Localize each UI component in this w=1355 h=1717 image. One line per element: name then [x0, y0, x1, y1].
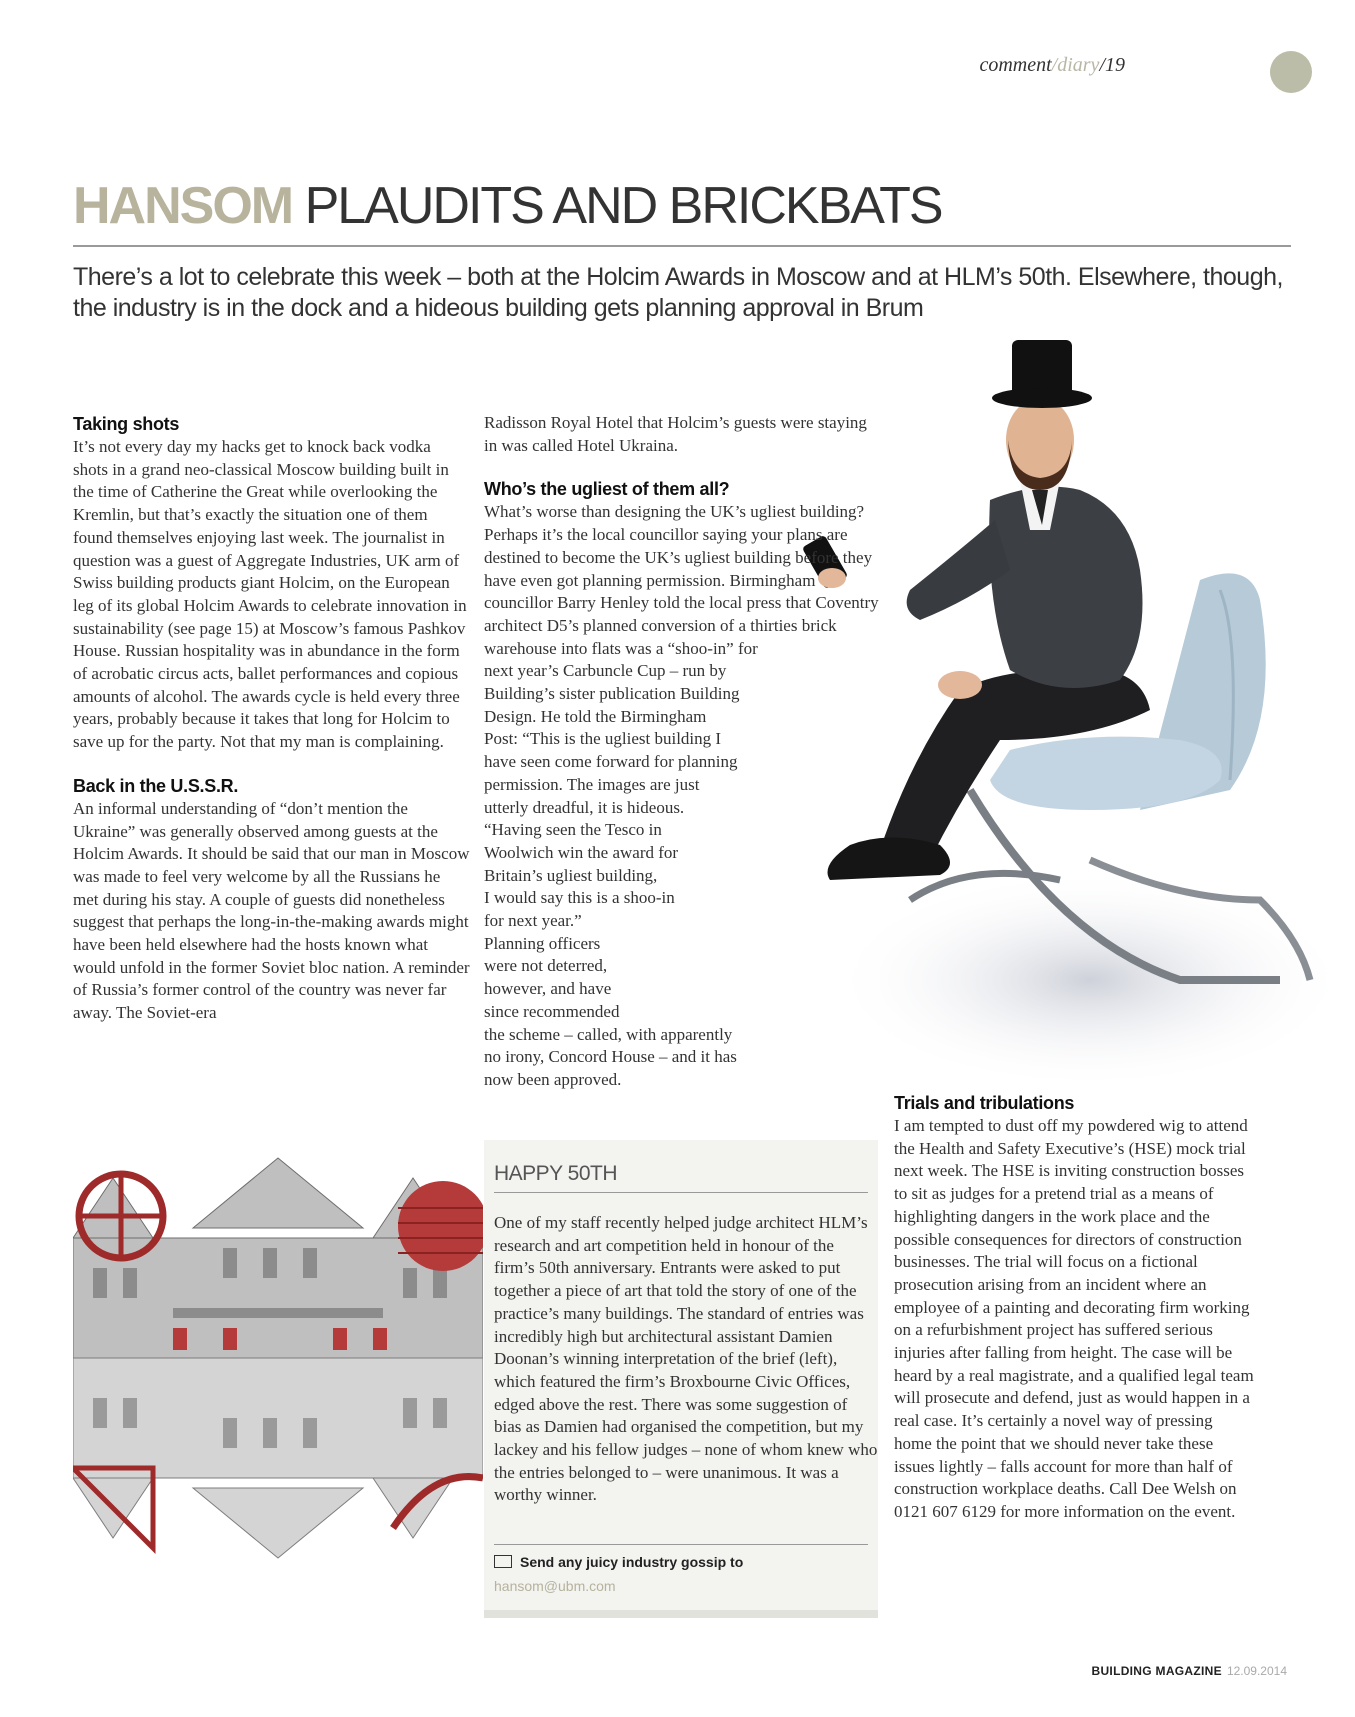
page-title	[73, 176, 942, 236]
page-footer	[1092, 1664, 1288, 1678]
body-paragraph: It’s not every day my hacks get to knock back vodka shots in a grand neo-classical Moscow building built in the time of Catherine the Great while overlooking the Kremlin, but that’s exactly the situation one of them found themselves enjoying last week. The journalist in question was a guest of Aggregate Industries, UK arm of Swiss building products giant Holcim, on the European leg of its global Holcim Awards to celebrate innovation in sustainability (see page 15) at Moscow’s famous Pashkov House. Russian hospitality was in abundance in the form of acrobatic circus acts, ballet performances and copious amounts of alcohol. The awards cycle is held every three years, probably because it takes that long for Holcim to save up for the party. Not that my man is complaining.	[73, 437, 467, 752]
issue-date: 12.09.2014	[1226, 1664, 1287, 1678]
section-heading: Trials and tribulations	[894, 1093, 1075, 1113]
standfirst: There’s a lot to celebrate this week – both at the Holcim Awards in Moscow and at HLM’s 50th. Elsewhere, though, the industry is in the dock and a hideous building gets planning approval in Brum	[73, 263, 1283, 322]
text-line: however, and have	[484, 979, 612, 999]
text-line: for next year.”	[484, 911, 582, 931]
section-heading: Back in the U.S.S.R.	[73, 775, 239, 796]
headline-text: PLAUDITS AND BRICKBATS	[304, 177, 942, 235]
folio-separator-2: /	[1099, 54, 1105, 76]
section-heading: Who’s the ugliest of them all?	[484, 479, 730, 500]
text-line: utterly dreadful, it is hideous.	[484, 797, 685, 817]
text-line: permission. The images are just	[484, 774, 700, 794]
boxout-rule	[494, 1192, 868, 1193]
text-line: since recommended	[484, 1001, 620, 1021]
folio-separator: /	[1051, 54, 1058, 76]
text-line: Britain’s ugliest building,	[484, 865, 658, 885]
page-folio	[979, 54, 1125, 77]
column-brand: HANSOM	[73, 177, 293, 235]
text-line: the scheme – called, with apparently	[484, 1024, 733, 1044]
body-paragraph: What’s worse than designing the UK’s ugliest building? Perhaps it’s the local councillor saying your plans are destined to become the UK’s ugliest building before they have even got planning permission. Birmingham councillor Barry Henley told the local press that Coventry architect D5’s planned conversion of a thirties brick warehouse into flats was a “shoo-in” for	[484, 502, 879, 658]
magazine-name: BUILDING MAGAZINE	[1091, 1664, 1222, 1678]
text-line: Woolwich win the award for	[484, 842, 679, 862]
text-line: no irony, Concord House – and it has	[484, 1047, 737, 1067]
folio-section: comment	[979, 54, 1052, 76]
article-column-3	[894, 1091, 1254, 1524]
gossip-prompt	[494, 1554, 743, 1570]
text-line: Post: “This is the ugliest building I	[484, 729, 722, 749]
text-line: Design. He told the Birmingham	[484, 706, 707, 726]
gossip-email-link[interactable]: hansom@ubm.com	[494, 1578, 616, 1594]
headline-rule	[73, 245, 1291, 247]
text-line: “Having seen the Tesco in	[484, 820, 662, 840]
text-line: were not deterred,	[484, 956, 608, 976]
text-line: Planning officers	[484, 933, 601, 953]
boxout-body: One of my staff recently helped judge architect HLM’s research and art competition held in honour of the firm’s 50th anniversary. Entrants were asked to put together a piece of art that told the story of one of the practice’s many buildings. The standard of entries was incredibly high but architectural assistant Damien Doonan’s winning interpretation of the brief (left), which featured the firm’s Broxbourne Civic Offices, edged above the rest. There was some suggestion of bias as Damien had organised the competition, but my lackey and his fellow judges – none of whom knew who the entries belonged to – were unanimous. It was a worthy winner.	[494, 1213, 878, 1505]
boxout-title: HAPPY 50TH	[494, 1162, 617, 1185]
article-column-2	[484, 412, 884, 1092]
happy-50th-boxout	[484, 1140, 878, 1618]
envelope-icon	[494, 1555, 512, 1568]
section-heading: Taking shots	[73, 414, 180, 434]
gossip-text: Send any juicy industry gossip to	[520, 1554, 744, 1570]
competition-artwork-image	[73, 1138, 483, 1578]
page-number: 19	[1105, 54, 1125, 76]
boxout-rule-2	[494, 1544, 868, 1545]
body-paragraph: An informal understanding of “don’t mention the Ukraine” was generally observed among guests at the Holcim Awards. It should be said that our man in Moscow was made to feel very welcome by all the Russians he met during his stay. A couple of guests did nonetheless suggest that perhaps the long-in-the-making awards might have been held elsewhere had the hosts known what would unfold in the former Soviet bloc nation. A reminder of Russia’s former control of the country was never far away. The Soviet-era	[73, 798, 470, 1023]
text-line: have seen come forward for planning	[484, 752, 738, 772]
text-line: next year’s Carbuncle Cup – run by	[484, 661, 727, 681]
body-paragraph: I am tempted to dust off my powdered wig to attend the Health and Safety Executive’s (HSE) mock trial next week. The HSE is inviting construction bosses to sit as judges for a pretend trial as a means of highlighting dangers in the work place and the possible consequences for directors of construction businesses. The trial will focus on a fictional prosecution arising from an incident where an employee of a painting and decorating firm working on a refurbishment project has suffered serious injuries after falling from height. The case will be heard by a real magistrate, and a qualified legal team will prosecute and defend, just as would happen in a real case. It’s certainly a novel way of pressing home the point that we should never take these issues lightly – falls account for more than half of construction workplace deaths. Call Dee Welsh on 0121 607 6129 for more information on the event.	[894, 1116, 1254, 1521]
folio-dot-decoration	[1270, 51, 1312, 93]
article-column-1	[73, 412, 470, 1025]
wrapped-paragraph	[484, 660, 884, 1091]
text-line: Building’s sister publication Building	[484, 684, 740, 704]
text-line: I would say this is a shoo-in	[484, 888, 675, 908]
text-line: now been approved.	[484, 1069, 622, 1089]
body-paragraph: Radisson Royal Hotel that Holcim’s guests were staying in was called Hotel Ukraina.	[484, 413, 867, 455]
folio-subsection: diary	[1057, 54, 1100, 76]
